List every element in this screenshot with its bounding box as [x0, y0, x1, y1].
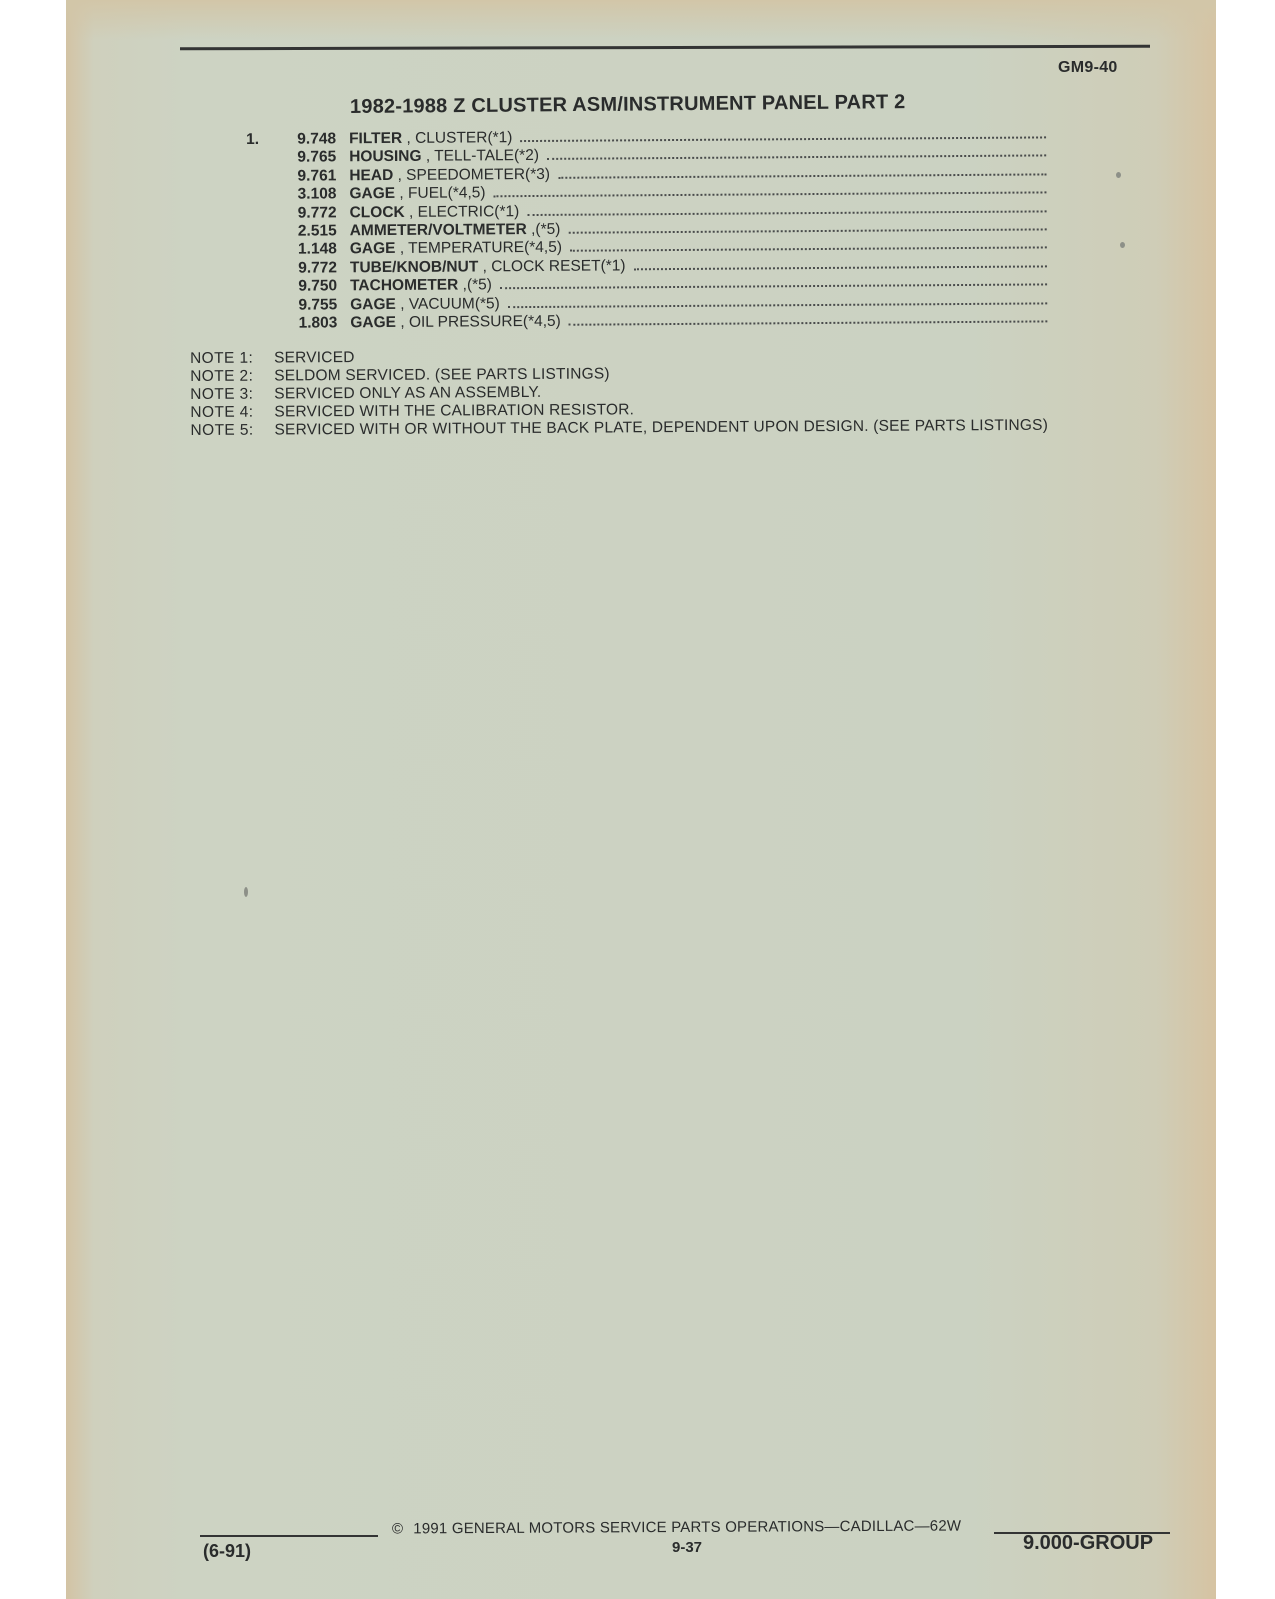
part-name: GAGE: [349, 240, 396, 258]
leader-dots: [508, 291, 1047, 308]
leader-dots: [570, 236, 1047, 252]
part-name: HEAD: [349, 166, 394, 185]
part-detail: , TELL-TALE(*2): [421, 147, 540, 166]
note-text: SERVICED ONLY AS AN ASSEMBLY.: [274, 383, 542, 403]
part-name: HOUSING: [349, 148, 422, 166]
part-number: 2.515: [297, 222, 337, 240]
note-text: SERVICED WITH THE CALIBRATION RESISTOR.: [274, 401, 635, 421]
part-number: 9.748: [297, 130, 337, 148]
paper-speck: [1116, 172, 1121, 178]
note-text: SERVICED WITH OR WITHOUT THE BACK PLATE, DEPENDENT UPON DESIGN. (SEE PARTS LISTINGS): [274, 416, 1049, 439]
note-text: SERVICED: [273, 348, 355, 367]
notes-list: [190, 344, 1151, 440]
copyright-line: [392, 1518, 961, 1538]
page-number: 9-37: [672, 1539, 703, 1556]
part-detail: , TEMPERATURE(*4,5): [395, 239, 563, 258]
part-name: GAGE: [349, 185, 396, 203]
part-name: TACHOMETER: [350, 276, 459, 295]
part-name: FILTER: [348, 129, 403, 148]
part-detail: , SPEEDOMETER(*3): [393, 165, 551, 184]
note-label: NOTE 2:: [190, 367, 254, 385]
page-title: 1982-1988 Z CLUSTER ASM/INSTRUMENT PANEL PART 2: [349, 91, 906, 118]
paper-edge-shading: [66, 0, 1216, 40]
note-text: SELDOM SERVICED. (SEE PARTS LISTINGS): [274, 365, 610, 385]
note-label: NOTE 3:: [190, 385, 254, 403]
note-label: NOTE 5:: [190, 421, 254, 439]
page-code: GM9-40: [1058, 59, 1118, 76]
leader-dots: [569, 309, 1048, 325]
part-number: 1.148: [297, 240, 337, 258]
part-number: 1.803: [298, 314, 338, 332]
part-name: GAGE: [350, 313, 397, 332]
part-name: TUBE/KNOB/NUT: [349, 258, 479, 277]
group-label: 9.000-GROUP: [1023, 1532, 1154, 1554]
leader-dots: [547, 144, 1046, 160]
parts-list: [246, 125, 1047, 333]
copyright-symbol: ©: [391, 1520, 404, 1538]
part-detail: ,(*5): [526, 220, 561, 238]
part-detail: , VACUUM(*5): [395, 294, 500, 313]
part-number: 9.755: [298, 295, 338, 314]
leader-dots: [568, 217, 1046, 233]
part-number: 3.108: [297, 185, 337, 203]
part-detail: , CLUSTER(*1): [402, 129, 513, 147]
part-number: 9.772: [298, 259, 338, 277]
part-detail: , ELECTRIC(*1): [404, 202, 520, 221]
revision-date: (6-91): [203, 1541, 252, 1561]
part-name: AMMETER/VOLTMETER: [349, 220, 527, 240]
footer-rule-left: [200, 1535, 378, 1537]
part-number: 9.765: [297, 148, 337, 167]
leader-dots: [527, 199, 1046, 216]
leader-dots: [500, 273, 1047, 290]
part-number: 9.761: [297, 167, 337, 185]
leader-dots: [520, 125, 1046, 142]
leader-dots: [558, 162, 1046, 178]
leader-dots: [493, 181, 1046, 198]
part-name: CLOCK: [349, 203, 405, 221]
part-name: GAGE: [350, 295, 396, 313]
part-number: 9.772: [297, 203, 337, 222]
part-ref: 1.: [246, 130, 260, 148]
note-label: NOTE 1:: [190, 349, 254, 367]
part-detail: , FUEL(*4,5): [395, 184, 486, 203]
part-detail: , CLOCK RESET(*1): [478, 257, 626, 276]
copyright-text: 1991 GENERAL MOTORS SERVICE PARTS OPERATIONS—CADILLAC—62W: [413, 1517, 962, 1538]
part-number: 9.750: [298, 277, 338, 295]
part-detail: ,(*5): [458, 276, 492, 294]
paper-speck: [244, 887, 248, 897]
note-label: NOTE 4:: [190, 403, 254, 421]
part-detail: , OIL PRESSURE(*4,5): [395, 312, 561, 331]
leader-dots: [633, 254, 1046, 270]
paper-speck: [1120, 242, 1125, 248]
